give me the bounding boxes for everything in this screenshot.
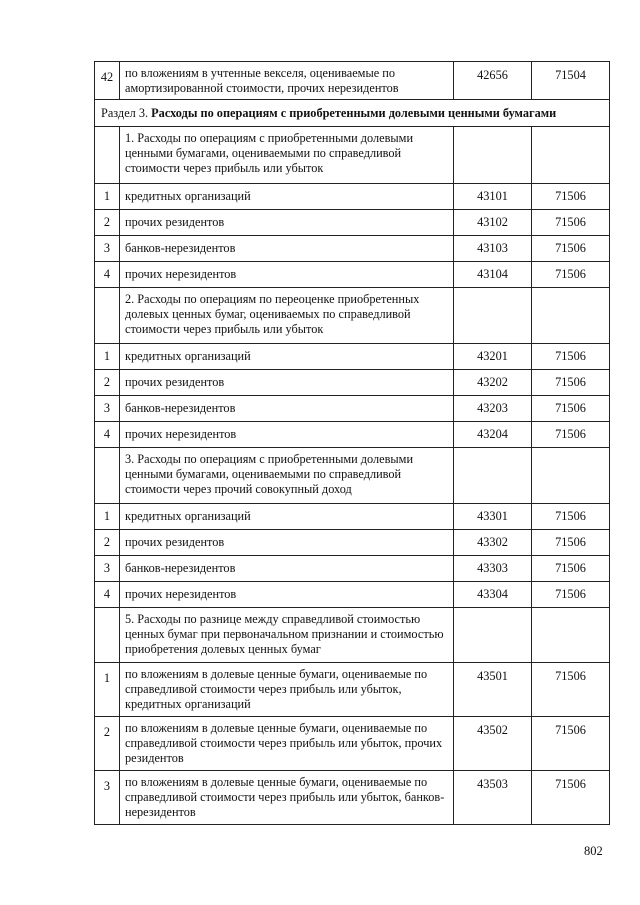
account-code: 43301 — [454, 504, 532, 530]
account-code: 43204 — [454, 422, 532, 448]
row-number: 1 — [95, 663, 120, 717]
account-code: 43104 — [454, 262, 532, 288]
group-title-row — [95, 127, 610, 184]
row-number: 1 — [95, 344, 120, 370]
row-description: по вложениям в учтенные векселя, оцениваемые по амортизированной стоимости, прочих нерезидентов — [120, 62, 454, 100]
row-description: прочих нерезидентов — [120, 582, 454, 608]
row-number: 3 — [95, 236, 120, 262]
group-title: 3. Расходы по операциям с приобретенными долевыми ценными бумагами, оцениваемыми по справедливой стоимости через прочий совокупный доход — [120, 448, 454, 504]
row-number: 2 — [95, 210, 120, 236]
row-number: 2 — [95, 530, 120, 556]
table-row — [95, 717, 610, 771]
symbol-code: 71506 — [532, 556, 610, 582]
symbol-code: 71506 — [532, 582, 610, 608]
row-number: 3 — [95, 396, 120, 422]
section-title: Расходы по операциям с приобретенными долевыми ценными бумагами — [151, 105, 557, 120]
symbol-code: 71506 — [532, 530, 610, 556]
account-code: 42656 — [454, 62, 532, 100]
symbol-code: 71506 — [532, 236, 610, 262]
row-description: кредитных организаций — [120, 504, 454, 530]
table-row — [95, 771, 610, 825]
row-description: прочих нерезидентов — [120, 262, 454, 288]
row-number: 3 — [95, 556, 120, 582]
symbol-code: 71506 — [532, 210, 610, 236]
row-number: 4 — [95, 582, 120, 608]
account-code: 43502 — [454, 717, 532, 771]
row-description: по вложениям в долевые ценные бумаги, оцениваемые по справедливой стоимости через прибыль или убыток, банков-нерезидентов — [120, 771, 454, 825]
symbol-code: 71506 — [532, 717, 610, 771]
account-code: 43101 — [454, 184, 532, 210]
row-description: прочих резидентов — [120, 370, 454, 396]
group-title: 1. Расходы по операциям с приобретенными долевыми ценными бумагами, оцениваемыми по справедливой стоимости через прибыль или убыток — [120, 127, 454, 184]
row-description: прочих резидентов — [120, 530, 454, 556]
symbol-code: 71506 — [532, 771, 610, 825]
row-description: прочих нерезидентов — [120, 422, 454, 448]
account-code: 43202 — [454, 370, 532, 396]
table-row — [95, 396, 610, 422]
row-number: 1 — [95, 184, 120, 210]
account-code: 43501 — [454, 663, 532, 717]
table-row — [95, 663, 610, 717]
group-title-row — [95, 608, 610, 663]
row-description: банков-нерезидентов — [120, 396, 454, 422]
account-code: 43203 — [454, 396, 532, 422]
section-prefix: Раздел 3. — [101, 105, 149, 120]
section-header — [95, 100, 610, 127]
symbol-code: 71506 — [532, 422, 610, 448]
table-row — [95, 556, 610, 582]
row-description: кредитных организаций — [120, 184, 454, 210]
account-code: 43303 — [454, 556, 532, 582]
symbol-code: 71506 — [532, 396, 610, 422]
table-row — [95, 210, 610, 236]
account-code: 43302 — [454, 530, 532, 556]
account-code: 43304 — [454, 582, 532, 608]
accounts-table — [94, 61, 610, 825]
row-description: кредитных организаций — [120, 344, 454, 370]
row-number: 4 — [95, 422, 120, 448]
row-description: по вложениям в долевые ценные бумаги, оцениваемые по справедливой стоимости через прибыль или убыток, кредитных организаций — [120, 663, 454, 717]
row-description: банков-нерезидентов — [120, 556, 454, 582]
table-row — [95, 262, 610, 288]
account-code: 43103 — [454, 236, 532, 262]
table-row — [95, 370, 610, 396]
row-number: 4 — [95, 262, 120, 288]
table-row — [95, 422, 610, 448]
symbol-code: 71506 — [532, 370, 610, 396]
group-title: 5. Расходы по разнице между справедливой стоимостью ценных бумаг при первоначальном признании и стоимостью приобретения долевых ценных бумаг — [120, 608, 454, 663]
row-description: прочих резидентов — [120, 210, 454, 236]
account-code: 43201 — [454, 344, 532, 370]
row-number: 3 — [95, 771, 120, 825]
group-title-row — [95, 448, 610, 504]
symbol-code: 71504 — [532, 62, 610, 100]
account-code: 43102 — [454, 210, 532, 236]
section-header-row — [95, 100, 610, 127]
symbol-code: 71506 — [532, 663, 610, 717]
table-row — [95, 344, 610, 370]
table-row — [95, 530, 610, 556]
row-description: банков-нерезидентов — [120, 236, 454, 262]
group-title: 2. Расходы по операциям по переоценке приобретенных долевых ценных бумаг, оцениваемых по справедливой стоимости через прибыль или убыток — [120, 288, 454, 344]
row-number: 2 — [95, 370, 120, 396]
page-number: 802 — [584, 844, 603, 858]
table-row — [95, 184, 610, 210]
table-row — [95, 62, 610, 100]
symbol-code: 71506 — [532, 344, 610, 370]
group-title-row — [95, 288, 610, 344]
row-number: 42 — [95, 62, 120, 100]
table-row — [95, 236, 610, 262]
symbol-code: 71506 — [532, 504, 610, 530]
row-number: 1 — [95, 504, 120, 530]
row-description: по вложениям в долевые ценные бумаги, оцениваемые по справедливой стоимости через прибыль или убыток, прочих резидентов — [120, 717, 454, 771]
table-row — [95, 582, 610, 608]
account-code: 43503 — [454, 771, 532, 825]
symbol-code: 71506 — [532, 184, 610, 210]
table-row — [95, 504, 610, 530]
row-number: 2 — [95, 717, 120, 771]
symbol-code: 71506 — [532, 262, 610, 288]
